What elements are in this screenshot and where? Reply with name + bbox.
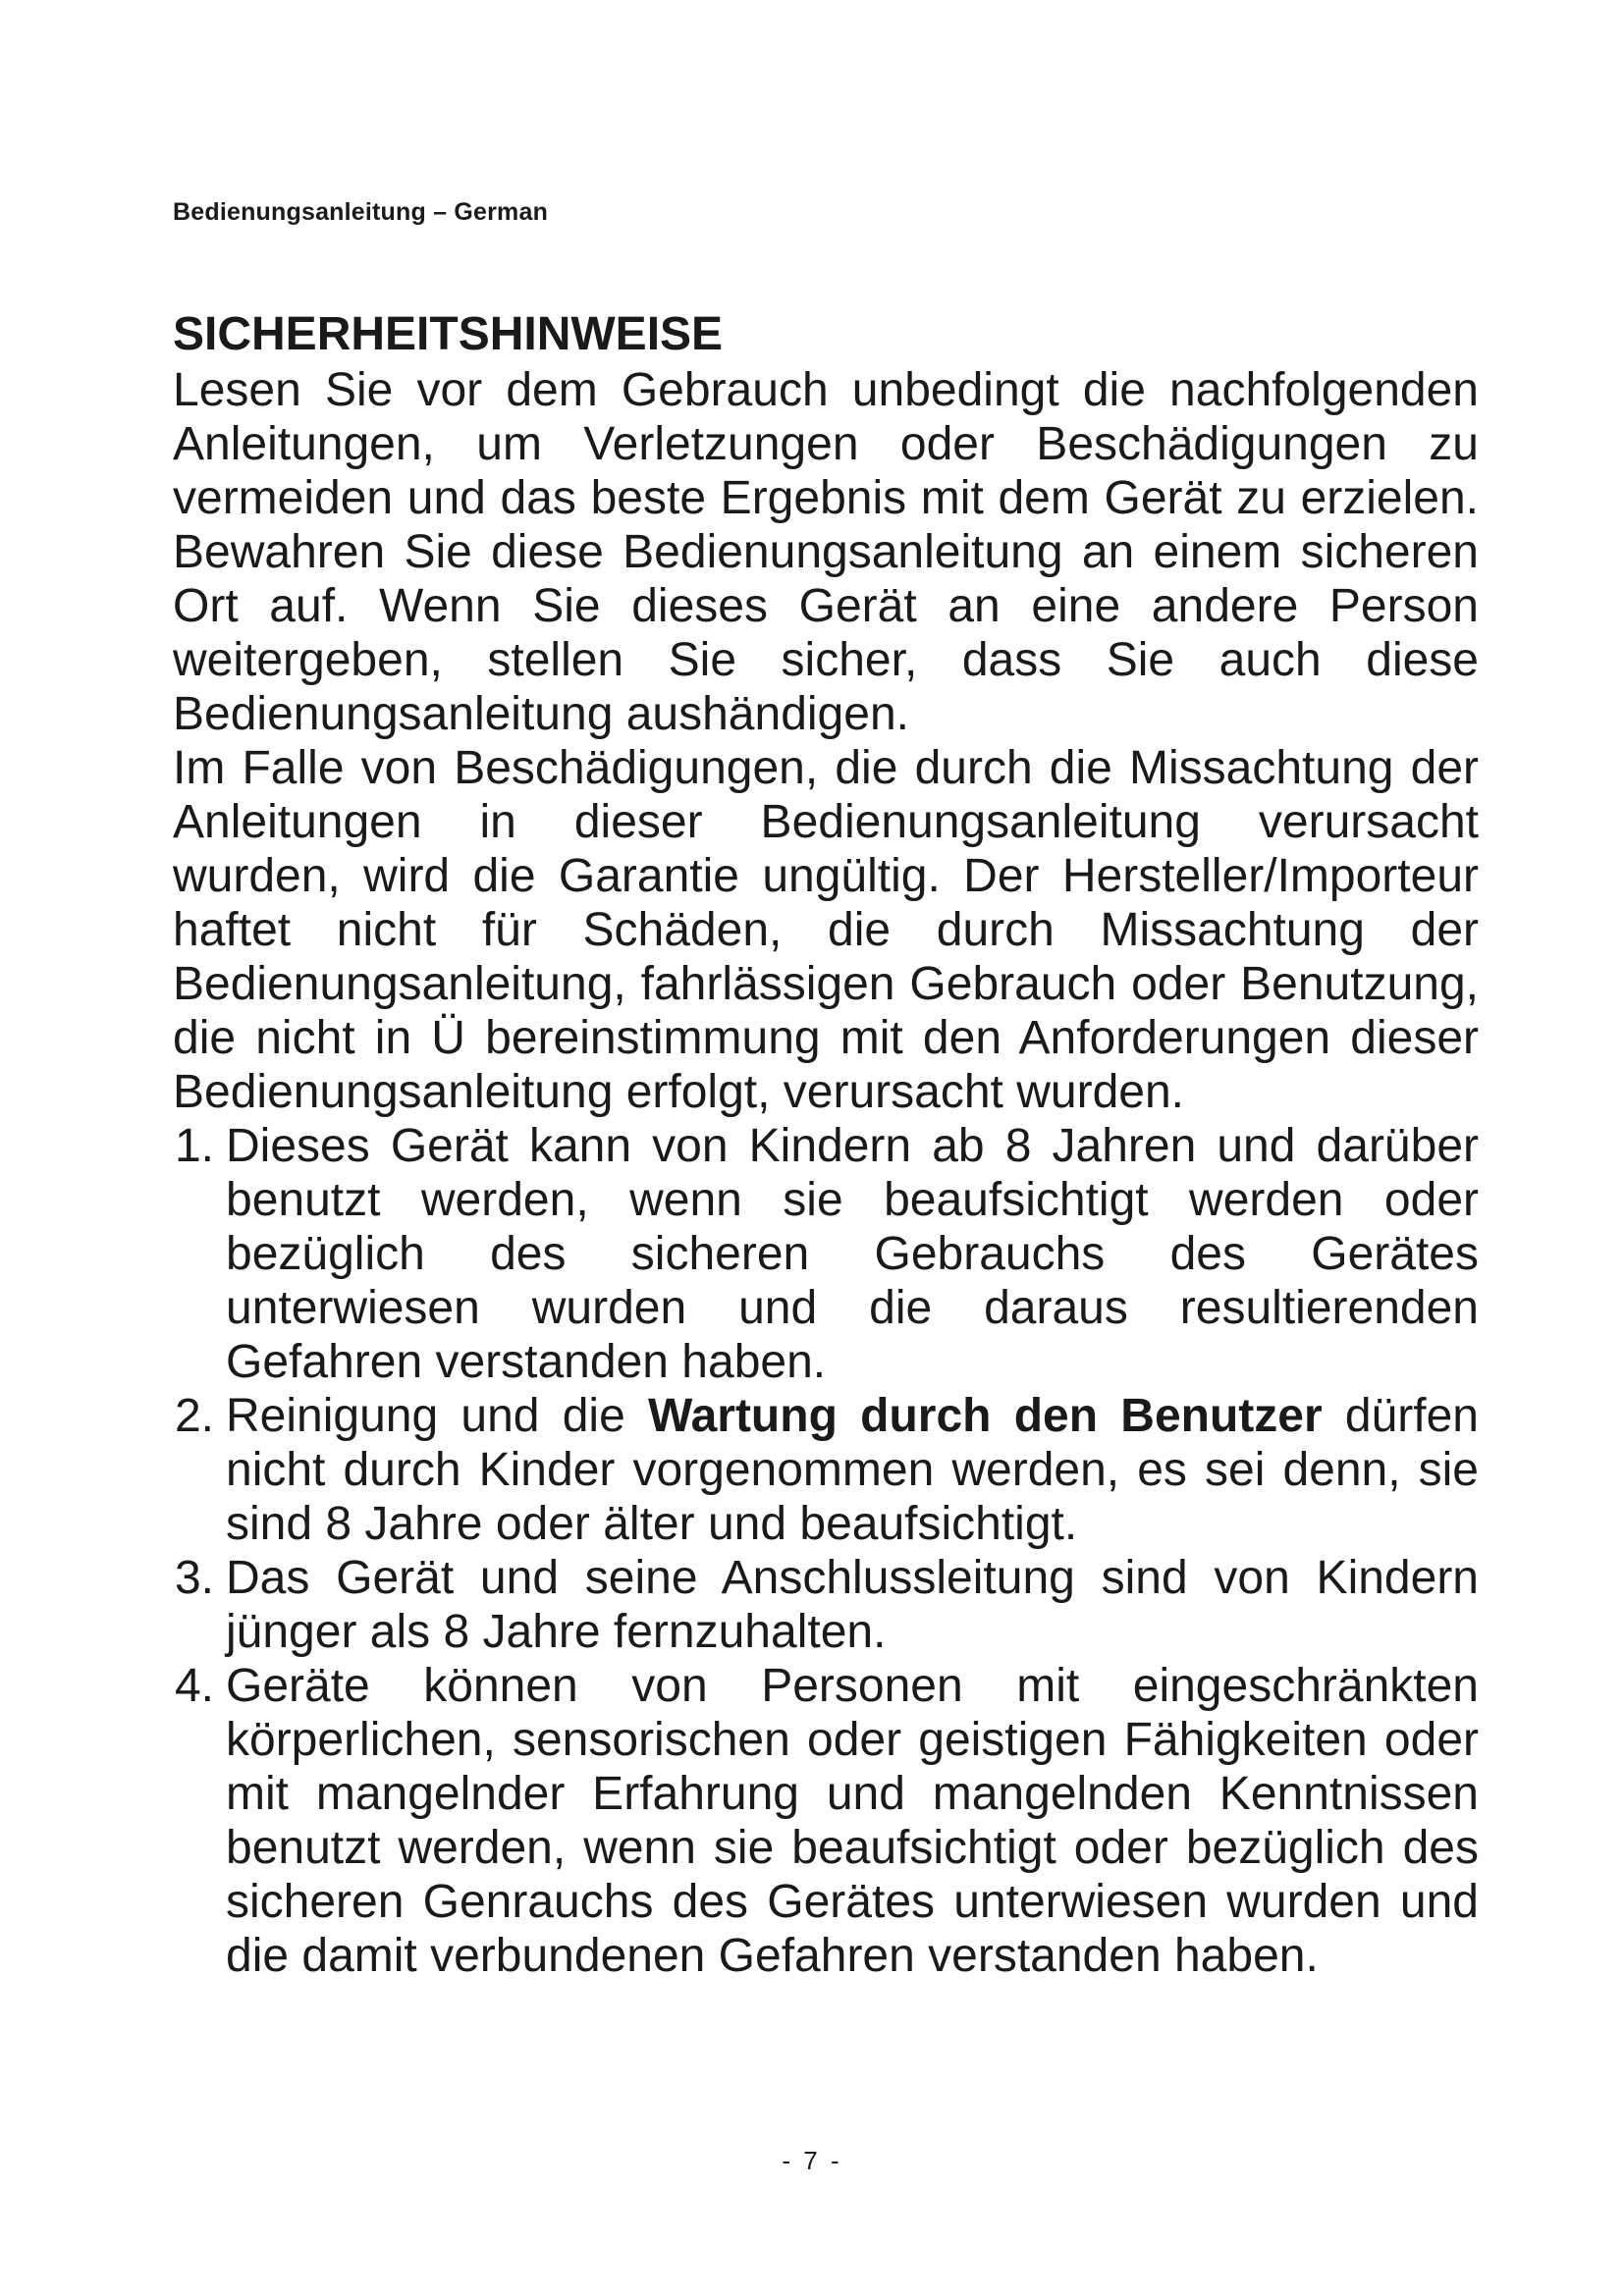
list-item-text-end: dürfen nicht durch Kinder vorgenommen werden, es sei denn, sie sind 8 Jahre oder älter und beaufsichtigt. — [226, 1390, 1480, 1550]
safety-rules-list — [173, 1119, 1479, 1983]
list-item-number: 1. — [174, 1120, 214, 1172]
list-item-number: 4. — [174, 1660, 214, 1712]
list-item-text-start: Reinigung und die — [226, 1390, 649, 1442]
intro-paragraph: Lesen Sie vor dem Gebrauch unbedingt die nachfolgenden Anleitungen, um Verletzungen oder Beschädigungen zu vermeiden und das beste Ergebnis mit dem Gerät zu erzielen. Bewahren Sie diese Bedienungsanleitung an einem sicheren Ort auf. Wenn Sie dieses Gerät an eine andere Person weitergeben, stellen Sie sicher, dass Sie auch diese Bedienungsanleitung aushändigen. — [173, 364, 1479, 740]
list-item-number: 2. — [174, 1390, 214, 1442]
list-item-text: Geräte können von Personen mit eingeschränkten körperlichen, sensorischen oder geistigen Fähigkeiten oder mit mangelnder Erfahrung und mangelnden Kenntnissen benutzt werden, wenn sie beaufsichtigt oder bezüglich des sicheren Genrauchs des Gerätes unterwiesen wurden und die damit verbundenen Gefahren verstanden haben. — [226, 1660, 1479, 1982]
warranty-paragraph: Im Falle von Beschädigungen, die durch die Missachtung der Anleitungen in dieser Bedienungsanleitung verursacht wurden, wird die Garantie ungültig. Der Hersteller/Importeur haftet nicht für Schäden, die durch Missachtung der Bedienungsanleitung, fahrlässigen Gebrauch oder Benutzung, die nicht in Ü bereinstimmung mit den Anforderungen dieser Bedienungsanleitung erfolgt, verursacht wurden. — [173, 742, 1479, 1118]
list-item-text: Dieses Gerät kann von Kindern ab 8 Jahren und darüber benutzt werden, wenn sie beaufsichtigt werden oder bezüglich des sicheren Gebrauchs des Gerätes unterwiesen wurden und die daraus resultierenden Gefahren verstanden haben. — [226, 1120, 1479, 1388]
page-number: - 7 - — [782, 2146, 842, 2175]
list-item — [173, 1119, 1479, 1389]
list-item — [173, 1389, 1479, 1551]
list-item — [173, 1551, 1479, 1659]
running-header: Bedienungsanleitung – German — [173, 198, 549, 226]
list-item-text: Das Gerät und seine Anschlussleitung sind von Kindern jünger als 8 Jahre fernzuhalten. — [226, 1552, 1479, 1658]
section-title: SICHERHEITSHINWEISE — [173, 308, 724, 360]
document-body — [173, 306, 1479, 1983]
list-item — [173, 1659, 1479, 1983]
list-item-emphasis: Wartung durch den Benutzer — [648, 1390, 1323, 1442]
list-item-number: 3. — [174, 1552, 214, 1604]
